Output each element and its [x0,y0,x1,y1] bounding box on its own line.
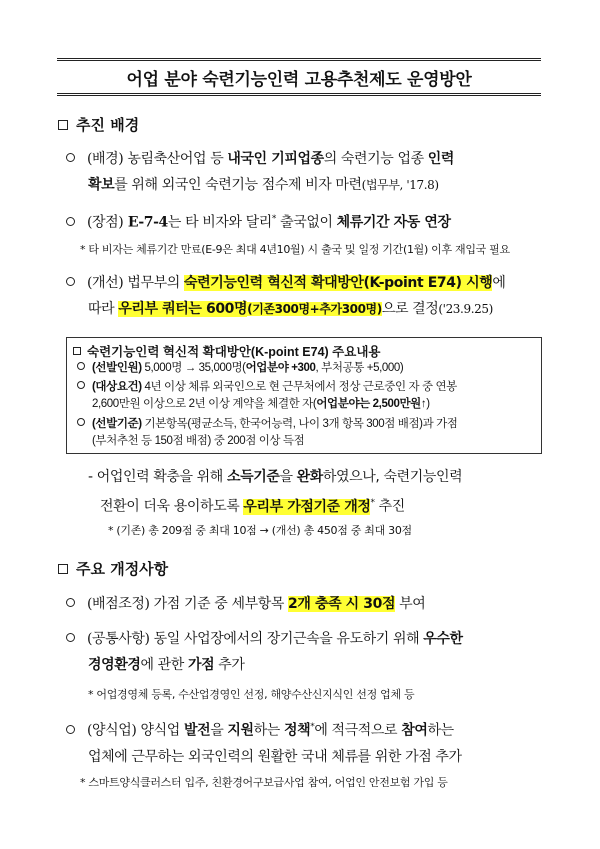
text: 에 [492,275,506,291]
item-score-adjustment [66,591,425,617]
text: - 어업인력 확충을 위해 [88,469,227,485]
text: 4년 이상 체류 외국인으로 현 근무처에서 정상 근로중인 자 중 연봉 [141,381,457,393]
item-tag: (양식업) [87,722,137,739]
text-bold: 우수한 [423,631,463,647]
text: (부처추천 등 150점 배점) 중 200점 이상 득점 [92,435,305,447]
item-improvement [66,270,505,322]
circle-bullet-icon [77,381,85,389]
text: 는 타 비자와 달리 [167,214,272,231]
text: 2,600만원 이상으로 2년 이상 계약을 체결한 자( [92,398,317,410]
circle-bullet-icon [66,153,75,162]
document-title [57,58,541,96]
highlight-text-small: (기존300명+추가300명) [247,302,382,316]
text-bold: 인력 [427,151,455,167]
circle-bullet-icon [77,418,85,426]
footnote: * 어업경영체 등록, 수산업경영인 선정, 해양수산신지식인 선정 업체 등 [88,688,415,701]
text-bold: 확보 [88,177,115,193]
text: 농림축산어업 등 [123,151,228,167]
section-heading-background [58,114,139,135]
summary-item-criteria [77,416,458,450]
document-title-text: 어업 분야 숙련기능인력 고용추천제도 운영방안 [126,69,472,90]
text-bold: (선발인원) [92,362,142,374]
summary-box-title [73,342,380,360]
text: 5,000명 → 35,000명( [141,362,246,374]
text: 숙련기능인력 혁신적 확대방안(K-point E74) 주요내용 [87,345,381,359]
text: 를 위해 외국인 숙련기능 점수제 비자 마련 [114,177,362,193]
footnote-mark: * [310,722,315,732]
square-bullet-icon [58,564,68,574]
circle-bullet-icon [66,725,75,734]
text-bold: E-7-4 [123,214,168,231]
text-bold: 정책 [283,722,311,739]
highlight-text: 2개 충족 시 30점 [288,596,396,612]
circle-bullet-icon [77,362,85,370]
section-heading-text: 주요 개정사항 [76,560,169,578]
item-tag: (배점조정) [87,596,150,612]
text: 부여 [395,596,426,612]
text: 업체에 근무하는 외국인력의 원활한 국내 체류를 위한 가점 추가 [88,748,462,765]
text: 을 [210,722,228,739]
circle-bullet-icon [66,598,75,607]
text: 추가 [214,657,245,673]
footnote-mark: * [370,498,375,508]
text-bold: (선발기준) [92,418,142,430]
text-bold: 체류기간 자동 연장 [336,214,451,231]
item-tag: (배경) [87,151,124,167]
text-bold: 경영환경 [88,657,141,673]
item-advantage [66,206,451,236]
item-aquaculture [66,714,462,770]
item-tag: (공통사항) [87,631,150,647]
highlight-text: 숙련기능인력 혁신적 확대방안(K-point E74) 시행 [183,275,493,291]
item-common [66,626,463,678]
text-small: ('23.9.25) [438,302,493,316]
text: 의 숙련기능 업종 [323,151,428,167]
text: 출국없이 [276,214,337,231]
text: , 부처공통 +5,000) [315,362,404,374]
text-bold: 소득기준 [226,469,280,485]
text-bold: 어업분야는 2,500만원↑ [316,398,427,410]
text-bold: 참여 [401,722,428,739]
footnote: * (기존) 총 209점 중 최대 10점 → (개선) 총 450점 중 최대 30점 [108,524,412,537]
text: 법무부의 [123,275,184,291]
circle-bullet-icon [66,217,75,226]
summary-item-eligibility [77,379,457,413]
item-tag: (장점) [87,214,124,231]
text: 동일 사업장에서의 장기근속을 유도하기 위해 [149,631,424,647]
text: 에 관한 [140,657,188,673]
text-bold: 완화 [296,469,323,485]
text: ) [426,398,430,410]
footnote: * 타 비자는 체류기간 만료(E-9은 최대 4년10월) 시 출국 및 일정 기간(1월) 이후 재입국 필요 [80,243,510,256]
text: 하는 [427,722,454,739]
square-bullet-icon [58,120,68,130]
text: 양식업 [136,722,184,739]
item-background [66,146,454,198]
footnote: * 스마트양식클러스터 입주, 친환경어구보급사업 참여, 어업인 안전보험 가입 등 [80,776,448,789]
text: 으로 결정 [381,301,439,317]
square-bullet-icon [73,347,81,355]
text: 전환이 더욱 용이하도록 [100,498,244,515]
text-bold: 어업분야 +300 [245,362,316,374]
text-bold: 내국인 기피업종 [227,151,324,167]
text: 기본항목(평균소득, 한국어능력, 나이 3개 항목 300점 배점)과 가점 [141,418,458,430]
highlight-text: 우리부 쿼터는 600명 [118,301,248,317]
text-small: (법무부, '17.8) [361,178,439,192]
text-bold: (대상요건) [92,381,142,393]
section-heading-text: 추진 배경 [76,116,140,134]
dash-item [88,464,462,520]
text-bold: 발전 [183,722,211,739]
text: 을 [279,469,297,485]
section-heading-amendments [58,558,168,579]
summary-item-selection-count [77,360,403,377]
text: 하는 [253,722,284,739]
text: 하였으나, 숙련기능인력 [322,469,463,485]
item-tag: (개선) [87,275,124,291]
circle-bullet-icon [66,277,75,286]
summary-box [66,337,542,454]
text-bold: 가점 [187,657,215,673]
text-bold: 지원 [227,722,254,739]
highlight-text: 우리부 가점기준 개정 [243,498,371,515]
text: 따라 [88,301,119,317]
footnote-mark: * [271,214,277,224]
text: 가점 기준 중 세부항목 [149,596,288,612]
text: 추진 [374,498,405,515]
circle-bullet-icon [66,633,75,642]
text: 에 적극적으로 [314,722,402,739]
